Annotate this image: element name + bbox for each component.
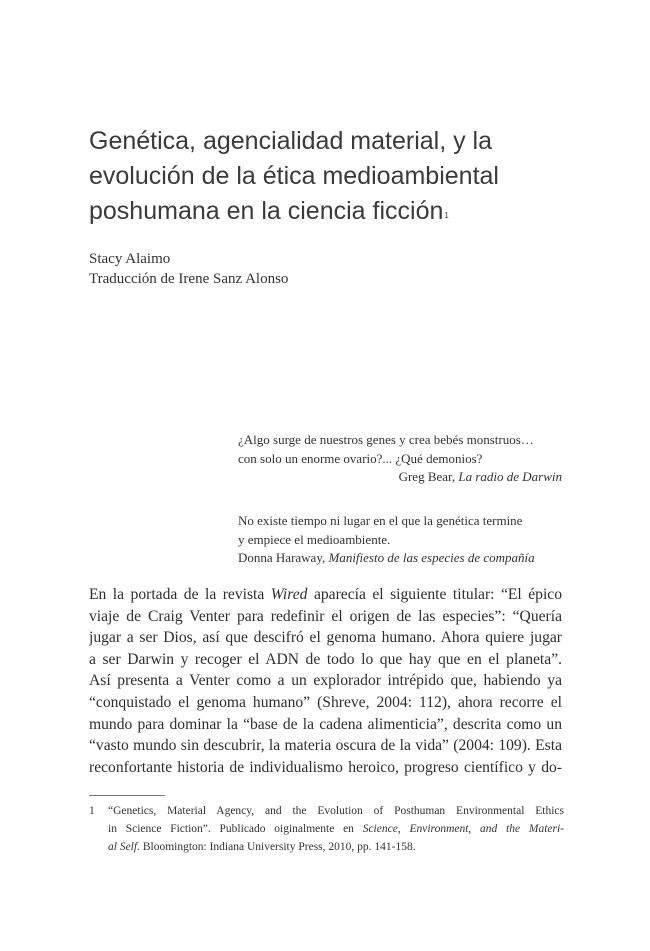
body-text-run: aparecía el siguiente titular: “El épico <box>307 586 562 603</box>
body-line: mundo para dominar la “base de la cadena alimenticia”, descrita como un <box>89 715 562 733</box>
footnote-number: 1 <box>89 805 95 817</box>
attribution-author: Greg Bear, <box>398 469 459 484</box>
epigraph-line: y empiece el medioambiente. <box>238 531 391 547</box>
epigraph-2 <box>238 512 562 568</box>
body-line: jugar a ser Dios, así que descifró el genoma humano. Ahora quiere jugar <box>89 629 562 647</box>
attribution-author: Donna Haraway, <box>238 550 329 565</box>
translator-credit: Traducción de Irene Sanz Alonso <box>89 271 289 287</box>
book-title: al Self. <box>108 841 140 853</box>
footnote-divider <box>89 795 165 796</box>
footnote-body <box>108 802 564 856</box>
epigraph-line: con solo un enorme ovario?... ¿Qué demonios? <box>238 450 483 466</box>
body-line: Así presenta a Venter como a un explorador intrépido que, habiendo ya <box>89 672 562 690</box>
title-line: evolución de la ética medioambiental <box>89 162 499 190</box>
title-line-last <box>89 194 589 229</box>
title-line: Genética, agencialidad material, y la <box>89 127 493 155</box>
author-name: Stacy Alaimo <box>89 251 171 267</box>
footnote-text-run: in Science Fiction”. Publicado oiginalmente en <box>108 823 363 835</box>
chapter-title <box>89 124 589 229</box>
byline <box>89 249 288 289</box>
body-text-run: En la portada de la revista <box>89 586 271 603</box>
epigraph-attribution <box>238 468 562 487</box>
epigraph-1 <box>238 431 562 487</box>
body-line <box>89 584 562 606</box>
footnote-line <box>108 838 564 856</box>
footnote-line <box>108 820 564 838</box>
magazine-title: Wired <box>270 586 308 603</box>
body-line: “vasto mundo sin descubrir, la materia oscura de la vida” (2004: 109). Esta <box>89 737 562 755</box>
epigraph-line: No existe tiempo ni lugar en el que la genética termine <box>238 513 523 528</box>
body-line: reconfortante historia de individualismo heroico, progreso científico y do- <box>89 758 562 776</box>
body-line: a ser Darwin y recoger el ADN de todo lo que hay que en el planeta”. <box>89 650 562 668</box>
body-paragraph <box>89 584 562 778</box>
body-line: “conquistado el genoma humano” (Shreve, 2004: 112), ahora recorre el <box>89 693 562 711</box>
epigraph-line: ¿Algo surge de nuestros genes y crea bebés monstruos… <box>238 432 534 447</box>
book-title: Science, Environment, and the Materi- <box>362 823 564 835</box>
attribution-work: Manifiesto de las especies de compañía <box>328 550 535 565</box>
title-footnote-marker: 1 <box>444 211 449 220</box>
footnote-text-run: Bloomington: Indiana University Press, 2010, pp. 141-158. <box>139 841 416 853</box>
body-line: viaje de Craig Venter para redefinir el origen de las especies”: “Quería <box>89 607 562 625</box>
title-line-text: poshumana en la ciencia ficción <box>89 197 444 225</box>
attribution-work: La radio de Darwin <box>458 469 562 484</box>
footnote <box>89 802 564 856</box>
epigraph-attribution <box>238 549 562 568</box>
footnote-line: “Genetics, Material Agency, and the Evolution of Posthuman Environmental Ethics <box>108 805 564 817</box>
